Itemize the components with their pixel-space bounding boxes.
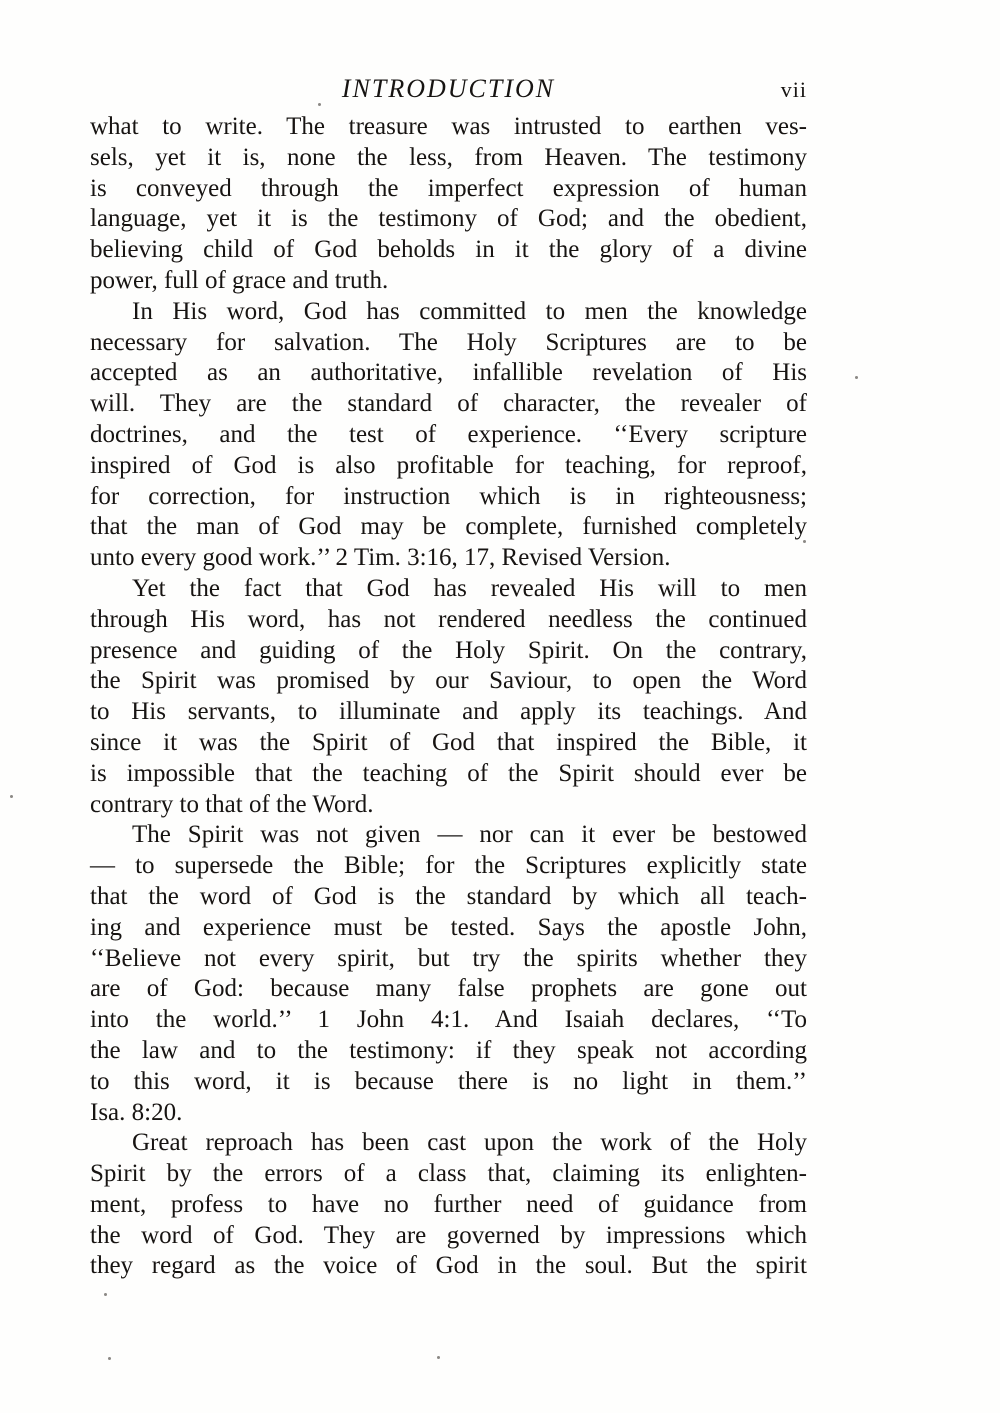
- text-line: is impossible that the teaching of the Spirit should ever be: [90, 759, 807, 787]
- text-line: Spirit by the errors of a class that, claiming its enlighten-: [90, 1160, 807, 1188]
- page-number: vii: [780, 77, 807, 102]
- text-line: is conveyed through the imperfect expression of human: [90, 174, 807, 202]
- running-title: INTRODUCTION: [341, 74, 556, 103]
- text-line: believing child of God beholds in it the glory of a divine: [90, 236, 807, 264]
- scan-speck: [855, 376, 858, 379]
- text-line: since it was the Spirit of God that inspired the Bible, it: [90, 728, 807, 756]
- text-line: into the world.’’ 1 John 4:1. And Isaiah declares, ‘‘To: [90, 1006, 807, 1034]
- text-line: Isa. 8:20.: [90, 1098, 183, 1126]
- text-line: inspired of God is also profitable for teaching, for reproof,: [90, 451, 807, 479]
- text-line: the law and to the testimony: if they speak not according: [90, 1036, 807, 1064]
- scan-speck: [104, 1293, 107, 1296]
- text-line: ing and experience must be tested. Says the apostle John,: [90, 913, 807, 941]
- scan-speck: [10, 795, 13, 798]
- text-line: that the word of God is the standard by which all teach-: [90, 882, 807, 910]
- scan-speck: [437, 1356, 440, 1359]
- text-line: through His word, has not rendered needless the continued: [90, 605, 807, 633]
- text-line: to His servants, to illuminate and apply its teachings. And: [90, 698, 807, 726]
- scan-speck: [318, 103, 321, 106]
- text-line: — to supersede the Bible; for the Scriptures explicitly state: [90, 852, 807, 880]
- text-line: the Spirit was promised by our Saviour, to open the Word: [90, 667, 807, 695]
- text-line: to this word, it is because there is no light in them.’’: [90, 1067, 807, 1095]
- page-body: [90, 112, 807, 1282]
- text-line: presence and guiding of the Holy Spirit. On the contrary,: [90, 636, 807, 664]
- text-line: doctrines, and the test of experience. ‘‘Every scripture: [90, 420, 807, 448]
- text-line: necessary for salvation. The Holy Scriptures are to be: [90, 328, 807, 356]
- text-line: will. They are the standard of character, the revealer of: [90, 390, 807, 418]
- text-line: The Spirit was not given — nor can it ever be bestowed: [132, 821, 807, 849]
- text-line: the word of God. They are governed by impressions which: [90, 1221, 807, 1249]
- page-header: [90, 74, 807, 104]
- text-line: In His word, God has committed to men the knowledge: [132, 297, 807, 325]
- text-line: what to write. The treasure was intrusted to earthen ves-: [90, 113, 807, 140]
- text-line: power, full of grace and truth.: [90, 266, 389, 294]
- text-line: they regard as the voice of God in the soul. But the spirit: [90, 1252, 807, 1280]
- text-line: contrary to that of the Word.: [90, 790, 374, 818]
- text-line: for correction, for instruction which is in righteousness;: [90, 482, 807, 510]
- text-line: Great reproach has been cast upon the work of the Holy: [132, 1129, 807, 1157]
- text-line: ment, profess to have no further need of guidance from: [90, 1190, 807, 1218]
- text-line: Yet the fact that God has revealed His will to men: [132, 574, 807, 602]
- text-line: ‘‘Believe not every spirit, but try the spirits whether they: [90, 944, 807, 972]
- scan-speck: [803, 540, 806, 543]
- text-line: that the man of God may be complete, furnished completely: [90, 513, 807, 541]
- text-line: language, yet it is the testimony of God; and the obedient,: [90, 205, 807, 233]
- text-line: are of God: because many false prophets are gone out: [90, 975, 807, 1003]
- text-line: sels, yet it is, none the less, from Heaven. The testimony: [90, 143, 807, 171]
- text-line: accepted as an authoritative, infallible revelation of His: [90, 359, 807, 387]
- scan-speck: [108, 1357, 111, 1360]
- text-line: unto every good work.’’ 2 Tim. 3:16, 17, Revised Version.: [90, 544, 671, 572]
